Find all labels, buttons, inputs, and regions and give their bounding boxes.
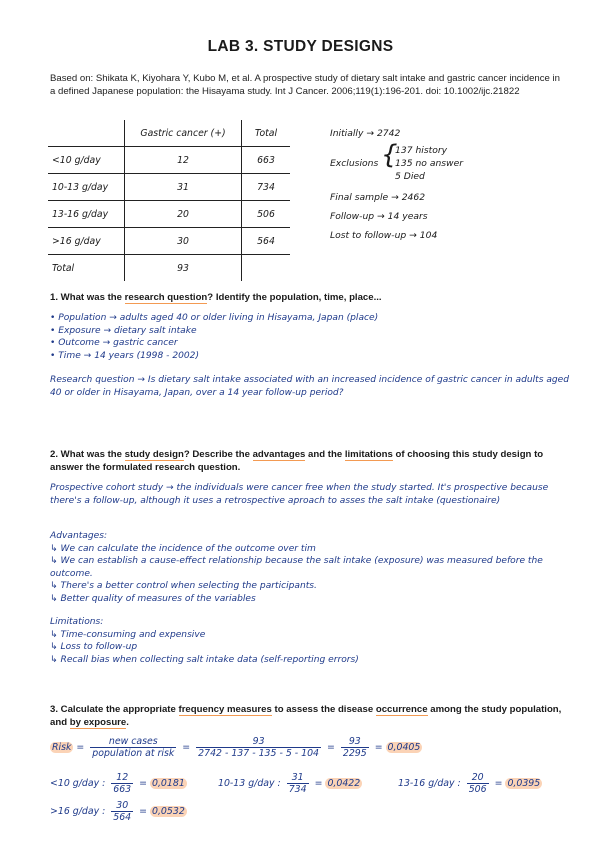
term-occurrence: occurrence bbox=[375, 704, 428, 715]
term-by-exposure: by exposure bbox=[69, 717, 127, 728]
calc-item: 10-13 g/day : $\frac{31}{734}$ = 0,0422 bbox=[218, 772, 361, 795]
table-cell: 20 bbox=[125, 201, 242, 228]
table-header-empty bbox=[48, 120, 125, 147]
table-row bbox=[48, 228, 290, 255]
risk-result: 0,0405 bbox=[387, 742, 421, 753]
list-item: ↳ We can calculate the incidence of the outcome over tim bbox=[50, 543, 316, 554]
table-header-cases: Gastric cancer (+) bbox=[125, 120, 242, 147]
list-item: ↳ Loss to follow-up bbox=[50, 642, 138, 653]
calc-item: 13-16 g/day : $\frac{20}{506}$ = 0,0395 bbox=[398, 772, 541, 795]
list-item: • Exposure → dietary salt intake bbox=[50, 325, 197, 336]
term-study-design: study design bbox=[124, 449, 184, 460]
table-cell: 93 bbox=[125, 255, 242, 282]
advantages-title: Advantages: bbox=[50, 531, 108, 541]
q2-limitations bbox=[50, 616, 570, 666]
question-1: 1. What was the research question? Identify the population, time, place... bbox=[50, 292, 382, 303]
flow-lost: Lost to follow-up → 104 bbox=[330, 230, 438, 241]
table-cell: 31 bbox=[125, 174, 242, 201]
fraction: $\frac{31}{734}$ bbox=[288, 772, 307, 795]
calc-result: 0,0181 bbox=[151, 778, 185, 789]
fraction: $\frac{12}{663}$ bbox=[113, 772, 132, 795]
flow-exclusion-item: 135 no answer bbox=[395, 158, 464, 169]
page-title: LAB 3. STUDY DESIGNS bbox=[207, 38, 394, 55]
table-cell: 13-16 g/day bbox=[48, 201, 125, 228]
table-row bbox=[48, 255, 290, 282]
citation: Based on: Shikata K, Kiyohara Y, Kubo M, et al. A prospective study of dietary salt intake and gastric cancer incidence in a defined Japanese population: the Hisayama study. Int J Cancer. 2006;119(1):196-201. doi: 10.1002/ijc.21822 bbox=[50, 73, 561, 97]
list-item: • Population → adults aged 40 or older living in Hisayama, Japan (place) bbox=[50, 313, 379, 323]
question-2: 2. What was the study design? Describe the advantages and the limitations of choosing this study design to answer the formulated research question. bbox=[50, 449, 544, 473]
limitations-title: Limitations: bbox=[50, 617, 104, 627]
calc-result: 0,0395 bbox=[507, 778, 541, 789]
flow-follow-up: Follow-up → 14 years bbox=[330, 211, 428, 222]
fraction: $\frac{30}{564}$ bbox=[113, 800, 132, 823]
data-table bbox=[48, 120, 290, 281]
q2-advantages bbox=[50, 530, 570, 606]
fraction: $\frac{\text{new cases}}{\text{population at risk}}$ bbox=[92, 736, 175, 759]
fraction: $\frac{20}{506}$ bbox=[468, 772, 487, 795]
term-frequency-measures: frequency measures bbox=[178, 704, 272, 715]
table-cell: 506 bbox=[242, 201, 291, 228]
list-item: ↳ There's a better control when selecting the participants. bbox=[50, 581, 317, 592]
question-3: 3. Calculate the appropriate frequency measures to assess the disease occurrence among the study population, and by exposure. bbox=[50, 704, 562, 728]
term-limitations: limitations bbox=[344, 449, 393, 460]
table-cell: >16 g/day bbox=[48, 228, 125, 255]
q1-bullets bbox=[50, 312, 570, 362]
risk-formula: Risk = $\frac{\text{new cases}}{\text{population at risk}}$ = $\frac{93}{2742 - 137 - 135 - 5 - 104}$ = $\frac{93}{2295}$ = 0,0405 bbox=[52, 736, 421, 759]
term-advantages: advantages bbox=[252, 449, 306, 460]
flow-exclusions-label: Exclusions bbox=[330, 158, 379, 169]
table-header-total: Total bbox=[242, 120, 291, 147]
q2-design: Prospective cohort study → the individuals were cancer free when the study started. It's prospective because there's a follow-up, although it uses a retrospective aproach to asses the salt intake (questionaire) bbox=[50, 483, 549, 506]
table-cell: 564 bbox=[242, 228, 291, 255]
brace-icon: { bbox=[381, 140, 398, 170]
table-row bbox=[48, 201, 290, 228]
q1-answer: Research question → Is dietary salt intake associated with an increased incidence of gastric cancer in adults aged 40 or older in Hisayama, Japan, over a 14 year follow-up period? bbox=[50, 375, 570, 398]
calc-item: >16 g/day : $\frac{30}{564}$ = 0,0532 bbox=[50, 800, 185, 823]
table-cell: 734 bbox=[242, 174, 291, 201]
flow-exclusion-item: 137 history bbox=[395, 145, 448, 156]
calc-result: 0,0422 bbox=[327, 778, 361, 789]
list-item: • Outcome → gastric cancer bbox=[50, 338, 178, 349]
table-row bbox=[48, 174, 290, 201]
calc-item: <10 g/day : $\frac{12}{663}$ = 0,0181 bbox=[50, 772, 185, 795]
risk-label: Risk bbox=[52, 742, 72, 753]
list-item: • Time → 14 years (1998 - 2002) bbox=[50, 350, 200, 361]
table-cell: 10-13 g/day bbox=[48, 174, 125, 201]
list-item: ↳ Better quality of measures of the variables bbox=[50, 593, 256, 604]
list-item: ↳ We can establish a cause-effect relationship because the salt intake (exposure) was measured before the outcome. bbox=[50, 556, 543, 579]
fraction: $\frac{93}{2742 - 137 - 135 - 5 - 104}$ bbox=[198, 736, 320, 759]
list-item: ↳ Recall bias when collecting salt intake data (self-reporting errors) bbox=[50, 654, 359, 665]
list-item: ↳ Time-consuming and expensive bbox=[50, 629, 206, 640]
flow-final-sample: Final sample → 2462 bbox=[330, 192, 426, 203]
flow-exclusion-item: 5 Died bbox=[395, 171, 425, 182]
term-research-question: research question bbox=[124, 292, 208, 303]
table-cell: 12 bbox=[125, 147, 242, 174]
table-cell bbox=[242, 255, 291, 282]
table-cell: <10 g/day bbox=[48, 147, 125, 174]
fraction: $\frac{93}{2295}$ bbox=[342, 736, 367, 759]
table-cell: 30 bbox=[125, 228, 242, 255]
calc-result: 0,0532 bbox=[151, 806, 185, 817]
flow-initially: Initially → 2742 bbox=[330, 128, 401, 139]
table-cell: 663 bbox=[242, 147, 291, 174]
table-row bbox=[48, 147, 290, 174]
table-cell: Total bbox=[52, 262, 75, 274]
